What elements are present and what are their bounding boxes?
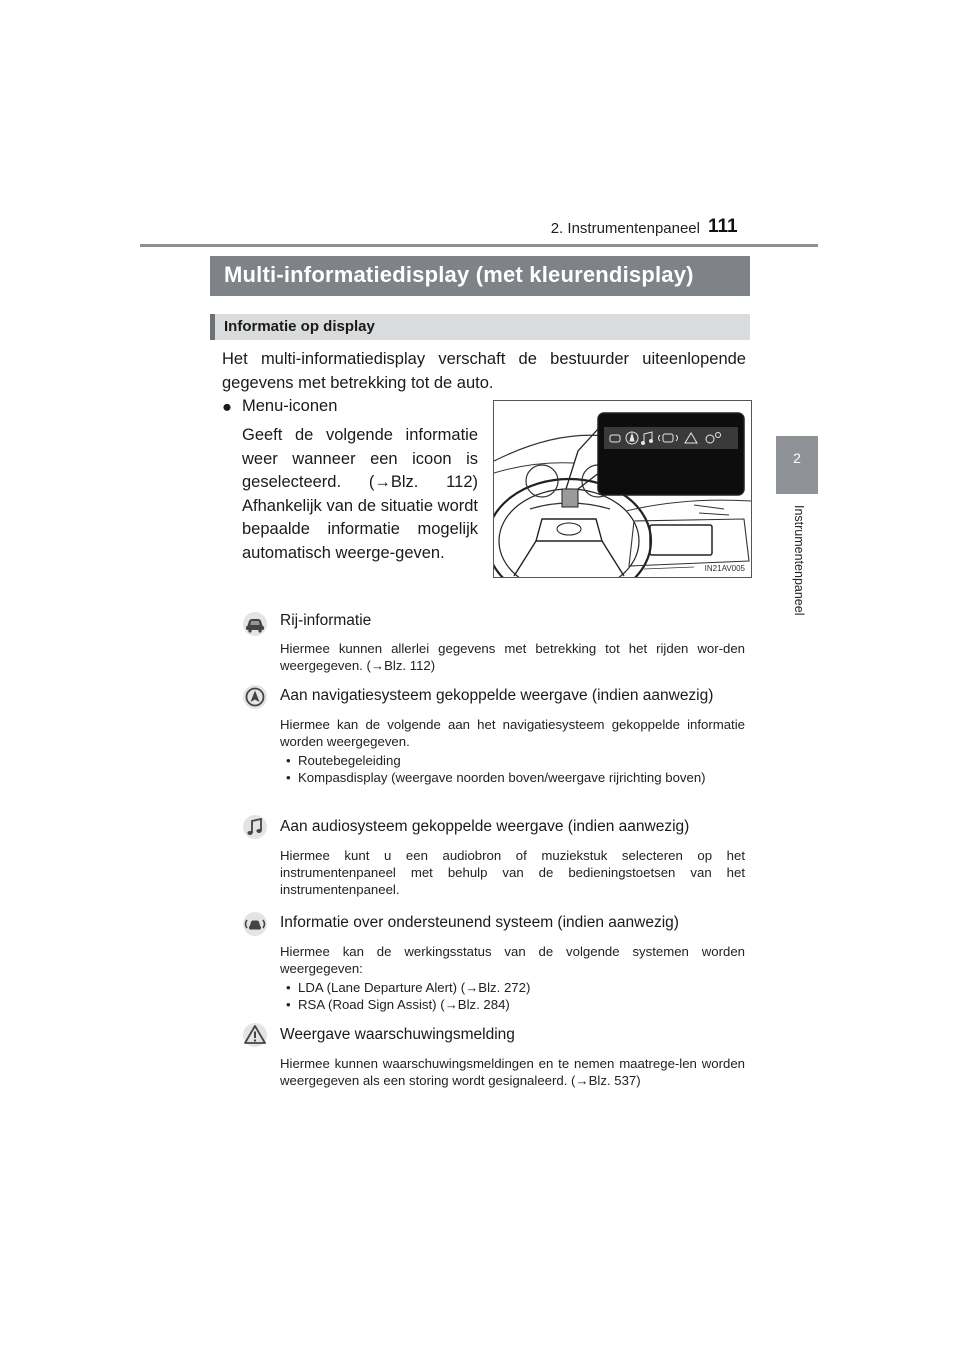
item-heading-support-system: Informatie over ondersteunend systeem (indien aanwezig)	[280, 914, 679, 931]
list-item: • Routebegeleiding	[280, 752, 745, 769]
item-description-driving-info: Hiermee kunnen allerlei gegevens met betrekking tot het rijden wor-den weergegeven. (→Blz. 112)	[280, 641, 745, 673]
chapter-tab-label: Instrumentenpaneel	[792, 505, 806, 616]
navigation-icon	[242, 684, 268, 715]
dashboard-illustration	[493, 400, 752, 578]
item-heading-warning: Weergave waarschuwingsmelding	[280, 1026, 515, 1043]
support-system-sub-list	[280, 979, 745, 1013]
car-icon	[242, 611, 268, 642]
navigation-sub-list	[280, 752, 745, 786]
item-description-warning: Hiermee kunnen waarschuwingsmeldingen en te nemen maatrege-len worden weergegeven als een storing wordt gesignaleerd. (→Blz. 537)	[280, 1056, 745, 1088]
item-heading-navigation: Aan navigatiesysteem gekoppelde weergave (indien aanwezig)	[280, 687, 714, 704]
dashboard-drawing	[494, 401, 751, 577]
menu-icons-description: Geeft de volgende informatie weer wanneer een icoon is geselecteerd. (→Blz. 112) Afhankelijk van de situatie wordt bepaalde informatie mogelijk automatisch weerge-geven.	[242, 426, 478, 562]
item-heading-driving-info: Rij-informatie	[280, 612, 372, 629]
bullet-label: Menu-iconen	[242, 397, 338, 415]
section-title: Multi-informatiedisplay (met kleurendisplay)	[224, 262, 694, 287]
list-item: • Kompasdisplay (weergave noorden boven/weergave rijrichting boven)	[280, 769, 745, 786]
warning-triangle-icon	[242, 1022, 268, 1053]
driving-support-icon	[242, 911, 268, 942]
subsection-title: Informatie op display	[224, 318, 375, 335]
running-header-section: 2. Instrumentenpaneel	[550, 220, 700, 237]
item-heading-audio: Aan audiosysteem gekoppelde weergave (indien aanwezig)	[280, 818, 690, 835]
header-rule	[140, 244, 818, 247]
intro-paragraph: Het multi-informatiedisplay verschaft de bestuurder uiteenlopende gegevens met betrekking tot de auto.	[222, 350, 746, 392]
list-item: • LDA (Lane Departure Alert) (→Blz. 272)	[280, 979, 745, 996]
list-item: • RSA (Road Sign Assist) (→Blz. 284)	[280, 996, 745, 1013]
bullet-symbol: ●	[222, 398, 232, 416]
music-note-icon	[242, 814, 268, 845]
figure-code: IN21AV005	[704, 564, 745, 573]
item-description-support-system: Hiermee kan de werkingsstatus van de volgende systemen worden weergegeven:	[280, 944, 745, 976]
item-description-navigation: Hiermee kan de volgende aan het navigatiesysteem gekoppelde informatie worden weergegeven.	[280, 717, 745, 749]
page-number: 111	[708, 216, 738, 237]
subsection-accent	[210, 314, 215, 340]
chapter-tab-number: 2	[793, 450, 801, 466]
chapter-tab-label-wrap	[788, 505, 808, 635]
item-description-audio: Hiermee kunt u een audiobron of muziekstuk selecteren op het instrumentenpaneel met behulp van de bedieningstoetsen van het instrumentenpaneel.	[280, 848, 745, 897]
